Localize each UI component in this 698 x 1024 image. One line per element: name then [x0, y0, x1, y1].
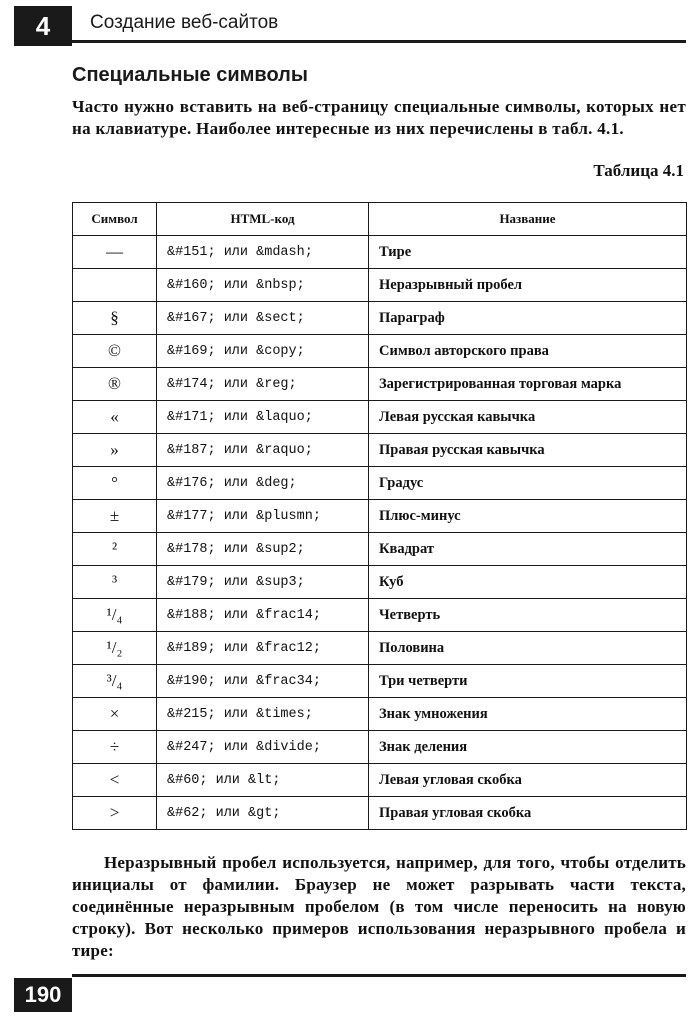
symbol-cell: ³: [73, 566, 157, 599]
html-code-cell: &#177; или &plusmn;: [157, 500, 369, 533]
symbol-cell: >: [73, 797, 157, 830]
name-cell: Зарегистрированная торговая марка: [369, 368, 687, 401]
table-row: [73, 698, 687, 731]
html-code-cell: &#190; или &frac34;: [157, 665, 369, 698]
html-code-cell: &#247; или &divide;: [157, 731, 369, 764]
table-row: [73, 236, 687, 269]
symbol-cell: ×: [73, 698, 157, 731]
table-header-row: [73, 203, 687, 236]
html-code-cell: &#62; или &gt;: [157, 797, 369, 830]
column-header-html-code: HTML-код: [157, 203, 369, 236]
table-caption: Таблица 4.1: [593, 161, 684, 180]
symbol-cell: °: [73, 467, 157, 500]
table-row: [73, 731, 687, 764]
html-code-cell: &#187; или &raquo;: [157, 434, 369, 467]
html-code-cell: &#171; или &laquo;: [157, 401, 369, 434]
symbol-cell: »: [73, 434, 157, 467]
table-row: [73, 797, 687, 830]
html-code-cell: &#160; или &nbsp;: [157, 269, 369, 302]
column-header-symbol: Символ: [73, 203, 157, 236]
name-cell: Квадрат: [369, 533, 687, 566]
symbol-cell: [73, 269, 157, 302]
html-code-cell: &#151; или &mdash;: [157, 236, 369, 269]
table-row: [73, 434, 687, 467]
name-cell: Правая русская кавычка: [369, 434, 687, 467]
table-row: [73, 269, 687, 302]
symbol-cell: <: [73, 764, 157, 797]
name-cell: Четверть: [369, 599, 687, 632]
name-cell: Плюс-минус: [369, 500, 687, 533]
footer-divider: [72, 974, 686, 977]
html-code-cell: &#169; или &copy;: [157, 335, 369, 368]
header-divider: [72, 40, 686, 43]
symbol-cell: §: [73, 302, 157, 335]
table-row: [73, 764, 687, 797]
table-row: [73, 302, 687, 335]
symbol-cell: ®: [73, 368, 157, 401]
column-header-name: Название: [369, 203, 687, 236]
name-cell: Правая угловая скобка: [369, 797, 687, 830]
table-row: [73, 599, 687, 632]
html-code-cell: &#178; или &sup2;: [157, 533, 369, 566]
table-row: [73, 665, 687, 698]
table-row: [73, 335, 687, 368]
name-cell: Левая русская кавычка: [369, 401, 687, 434]
symbol-cell: ³/₄: [73, 665, 157, 698]
name-cell: Знак умножения: [369, 698, 687, 731]
table-row: [73, 401, 687, 434]
name-cell: Три четверти: [369, 665, 687, 698]
name-cell: Градус: [369, 467, 687, 500]
name-cell: Неразрывный пробел: [369, 269, 687, 302]
html-code-cell: &#176; или &deg;: [157, 467, 369, 500]
symbol-cell: ©: [73, 335, 157, 368]
table-row: [73, 368, 687, 401]
name-cell: Куб: [369, 566, 687, 599]
table-row: [73, 467, 687, 500]
symbol-cell: ÷: [73, 731, 157, 764]
name-cell: Половина: [369, 632, 687, 665]
section-heading: Специальные символы: [72, 64, 308, 86]
table-row: [73, 632, 687, 665]
table-row: [73, 533, 687, 566]
symbol-cell: ²: [73, 533, 157, 566]
symbol-cell: ¹/₂: [73, 632, 157, 665]
page-number: 190: [14, 978, 72, 1012]
body-paragraph: Неразрывный пробел используется, например, для того, чтобы отделить инициалы от фамилии. Браузер не может разрывать части текста, соединённые неразрывным пробелом (в том числе переносить на новую строку). Вот несколько примеров использования неразрывного пробела и тире:: [72, 853, 686, 960]
chapter-title: Создание веб-сайтов: [90, 12, 279, 33]
table-body: [73, 236, 687, 830]
html-code-cell: &#189; или &frac12;: [157, 632, 369, 665]
table-row: [73, 500, 687, 533]
symbol-cell: «: [73, 401, 157, 434]
chapter-number-tab: 4: [14, 6, 72, 46]
special-symbols-table: [72, 202, 687, 830]
html-code-cell: &#215; или &times;: [157, 698, 369, 731]
table-row: [73, 566, 687, 599]
symbol-cell: —: [73, 236, 157, 269]
name-cell: Знак деления: [369, 731, 687, 764]
html-code-cell: &#188; или &frac14;: [157, 599, 369, 632]
name-cell: Левая угловая скобка: [369, 764, 687, 797]
name-cell: Символ авторского права: [369, 335, 687, 368]
intro-paragraph: Часто нужно вставить на веб-страницу специальные символы, которых нет на клавиатуре. Наиболее интересные из них перечислены в табл. 4.1.: [72, 97, 686, 138]
html-code-cell: &#174; или &reg;: [157, 368, 369, 401]
html-code-cell: &#60; или &lt;: [157, 764, 369, 797]
html-code-cell: &#167; или &sect;: [157, 302, 369, 335]
symbol-cell: ¹/₄: [73, 599, 157, 632]
name-cell: Тире: [369, 236, 687, 269]
html-code-cell: &#179; или &sup3;: [157, 566, 369, 599]
name-cell: Параграф: [369, 302, 687, 335]
symbol-cell: ±: [73, 500, 157, 533]
